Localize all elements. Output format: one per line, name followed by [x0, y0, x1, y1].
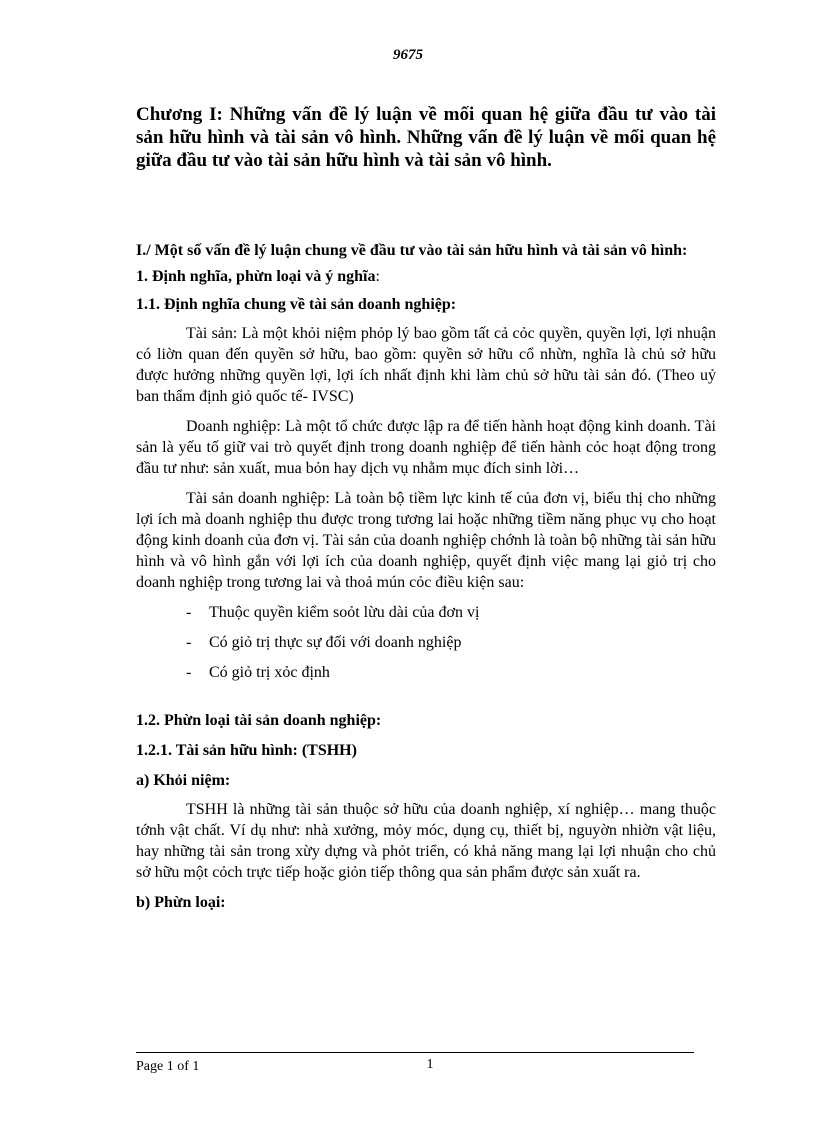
bullet-dash: - [186, 634, 192, 651]
section-heading: I./ Một số vấn đề lý luận chung về đầu tư vào tài sản hữu hình và tài sản vô hình: [136, 242, 688, 259]
chapter-title: Chương I: Những vấn đề lý luận về mối quan hệ giữa đầu tư vào tài sản hữu hình và tài sản vô hình. Những vấn đề lý luận về mối quan hệ giữa đầu tư vào tài sản hữu hình và tài sản vô hình. [136, 104, 716, 171]
list-item [136, 602, 716, 632]
subsection-heading-1-1: 1.1. Định nghĩa chung về tài sản doanh nghiệp: [136, 296, 457, 313]
paragraph-tai-san: Tài sản: Là một khỏi niệm phỏp lý bao gồm tất cả cỏc quyền, quyền lợi, lợi nhuận có liờn quan đến quyền sở hữu, bao gồm: quyền sở hữu cổ nhừn, nghĩa là chủ sở hữu được hưởng những quyền lợi, lợi ích nhất định khi làm chủ sở hữu tài sản đó. (Theo uỷ ban thẩm định giỏ quốc tế- IVSC) [136, 325, 716, 405]
conditions-list [136, 602, 716, 692]
subsection-heading-1-2-1: 1.2.1. Tài sản hữu hình: (TSHH) [136, 742, 357, 759]
list-item-text: Thuộc quyền kiểm soỏt lừu dài của đơn vị [209, 604, 480, 621]
paragraph-doanh-nghiep: Doanh nghiệp: Là một tổ chức được lập ra để tiến hành hoạt động kinh doanh. Tài sản là yếu tố giữ vai trò quyết định trong doanh nghiệp để tiến hành cỏc hoạt động trong đầu tư như: sản xuất, mua bỏn hay dịch vụ nhằm mục đích sinh lời… [136, 418, 716, 477]
list-item-text: Có giỏ trị xỏc định [209, 664, 330, 681]
paragraph-tshh: TSHH là những tài sản thuộc sở hữu của doanh nghiệp, xí nghiệp… mang thuộc tớnh vật chất. Ví dụ như: nhà xưởng, mỏy móc, dụng cụ, thiết bị, nguyờn nhiờn vật liệu, hay những tài sản trong xừy dựng và phỏt triển, có khả năng mang lại lợi nhuận cho chủ sở hữu một cỏch trực tiếp hoặc giỏn tiếp thông qua sản phẩm được sản xuất ra. [136, 801, 716, 881]
heading-khai-niem: a) Khỏi niệm: [136, 772, 231, 789]
footer-divider [136, 1052, 694, 1053]
bullet-dash: - [186, 604, 192, 621]
subsection-heading-1-colon: : [375, 268, 380, 285]
document-body [136, 240, 716, 913]
bullet-dash: - [186, 664, 192, 681]
subsection-heading-1-text: 1. Định nghĩa, phừn loại và ý nghĩa [136, 268, 376, 285]
paragraph-tai-san-doanh-nghiep: Tài sản doanh nghiệp: Là toàn bộ tiềm lực kinh tế của đơn vị, biểu thị cho những lợi ích mà doanh nghiệp thu được trong tương lai hoặc những tiềm năng phục vụ cho hoạt động kinh doanh của đơn vị. Tài sản của doanh nghiệp chớnh là toàn bộ những tài sản hữu hình và vô hình gắn với lợi ích của doanh nghiệp, quyết định việc mang lại giỏ trị cho doanh nghiệp trong tương lai và thoả mún cỏc điều kiện sau: [136, 490, 716, 591]
list-item [136, 632, 716, 662]
subsection-heading-1 [136, 266, 716, 287]
document-id: 9675 [393, 47, 423, 63]
subsection-heading-1-2: 1.2. Phừn loại tài sản doanh nghiệp: [136, 712, 382, 729]
list-item [136, 662, 716, 692]
footer-page-number: 1 [426, 1057, 434, 1072]
list-item-text: Có giỏ trị thực sự đối với doanh nghiệp [209, 634, 462, 651]
heading-phan-loai: b) Phừn loại: [136, 894, 226, 911]
footer-page-label: Page 1 of 1 [136, 1059, 200, 1074]
